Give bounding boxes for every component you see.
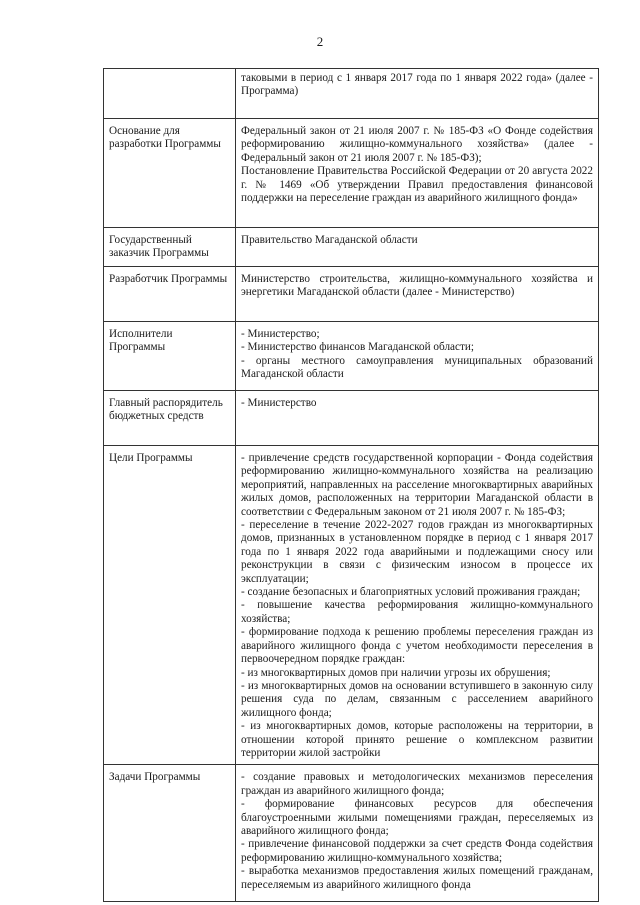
label-text: Разработчик Программы: [109, 273, 228, 285]
label-text: Основание для разработки Программы: [109, 125, 221, 151]
program-passport-table: [103, 68, 599, 902]
row-label: [104, 322, 236, 391]
row-label: [104, 446, 236, 765]
row-label: [104, 228, 236, 267]
row-label: [104, 119, 236, 228]
row-value: [236, 228, 599, 267]
row-label: [104, 765, 236, 902]
table-row: [104, 765, 599, 902]
table-row: [104, 69, 599, 119]
row-value: [236, 322, 599, 391]
value-paragraph: - привлечение финансовой поддержки за счет средств Фонда содействия реформированию жилищно-коммунального хозяйства;: [241, 838, 593, 864]
row-value: [236, 119, 599, 228]
row-value: [236, 69, 599, 119]
row-label: [104, 267, 236, 322]
value-paragraph: - выработка механизмов предоставления жилых помещений гражданам, переселяемым из аварийного жилищного фонда: [241, 865, 593, 891]
row-value: [236, 267, 599, 322]
table-row: [104, 391, 599, 446]
value-paragraph: Министерство строительства, жилищно-коммунального хозяйства и энергетики Магаданской области (далее - Министерство): [241, 273, 593, 299]
value-paragraph: - органы местного самоуправления муниципальных образований Магаданской области: [241, 354, 593, 381]
value-paragraph: - создание безопасных и благоприятных условий проживания граждан;: [241, 586, 581, 599]
row-value: [236, 391, 599, 446]
value-paragraph: - Министерство: [241, 397, 317, 409]
table-row: [104, 267, 599, 322]
label-text: Исполнители Программы: [109, 328, 173, 354]
value-paragraph: - формирование финансовых ресурсов для обеспечения благоустроенными жилыми помещениями граждан, переселяемых из аварийного жилищного фонда;: [241, 798, 593, 837]
value-paragraph: - Министерство;: [241, 328, 320, 340]
row-value: [236, 765, 599, 902]
value-paragraph: - из многоквартирных домов при наличии угрозы их обрушения;: [241, 666, 551, 679]
value-paragraph: - создание правовых и методологических механизмов переселения граждан из аварийного жилищного фонда;: [241, 771, 593, 797]
value-paragraph: - из многоквартирных домов на основании вступившего в законную силу решения суда по делам, связанным с расселением аварийного жилищного фонда;: [241, 679, 593, 719]
row-value: [236, 446, 599, 765]
value-paragraph: - повышение качества реформирования жилищно-коммунального хозяйства;: [241, 599, 593, 625]
page-number: 2: [316, 34, 324, 49]
value-paragraph: - переселение в течение 2022-2027 годов граждан из многоквартирных домов, признанных в установленном порядке в период с 1 января 2017 года по 1 января 2022 года аварийными и подлежащими сносу или реконструкции в связи с физическим износом в процессе их эксплуатации;: [241, 519, 593, 585]
table-row: [104, 446, 599, 765]
label-text: Задачи Программы: [109, 771, 201, 784]
label-text: Главный распорядитель бюджетных средств: [109, 397, 223, 423]
table-row: [104, 228, 599, 267]
value-paragraph: Постановление Правительства Российской Федерации от 20 августа 2022 г. № 1469 «Об утверждении Правил предоставления финансовой поддержки на переселение граждан из аварийного жилищного фонда»: [241, 165, 593, 205]
label-text: Государственный заказчик Программы: [109, 234, 209, 260]
value-paragraph: - из многоквартирных домов, которые расположены на территории, в отношении которой принято решение о комплексном развитии территории жилой застройки: [241, 720, 593, 759]
table-row: [104, 119, 599, 228]
value-paragraph: - Министерство финансов Магаданской области;: [241, 341, 474, 354]
label-text: Цели Программы: [109, 452, 193, 464]
value-paragraph: Федеральный закон от 21 июля 2007 г. № 185-ФЗ «О Фонде содействия реформированию жилищно-коммунального хозяйства» (далее - Федеральный закон от 21 июля 2007 г. № 185-ФЗ);: [241, 125, 593, 164]
row-label: [104, 69, 236, 119]
value-paragraph: таковыми в период с 1 января 2017 года по 1 января 2022 года» (далее - Программа): [241, 72, 593, 98]
value-paragraph: Правительство Магаданской области: [241, 234, 418, 246]
row-label: [104, 391, 236, 446]
value-paragraph: - формирование подхода к решению проблемы переселения граждан из аварийного жилищного фонда с учетом необходимости переселения в первоочередном порядке граждан:: [241, 626, 593, 666]
value-paragraph: - привлечение средств государственной корпорации - Фонда содействия реформированию жилищно-коммунального хозяйства на реализацию мероприятий, направленных на расселение многоквартирных аварийных жилых домов, расположенных на территории Магаданской области в соответствии с Федеральным законом от 21 июля 2007 г. № 185-ФЗ;: [241, 452, 593, 518]
table-row: [104, 322, 599, 391]
